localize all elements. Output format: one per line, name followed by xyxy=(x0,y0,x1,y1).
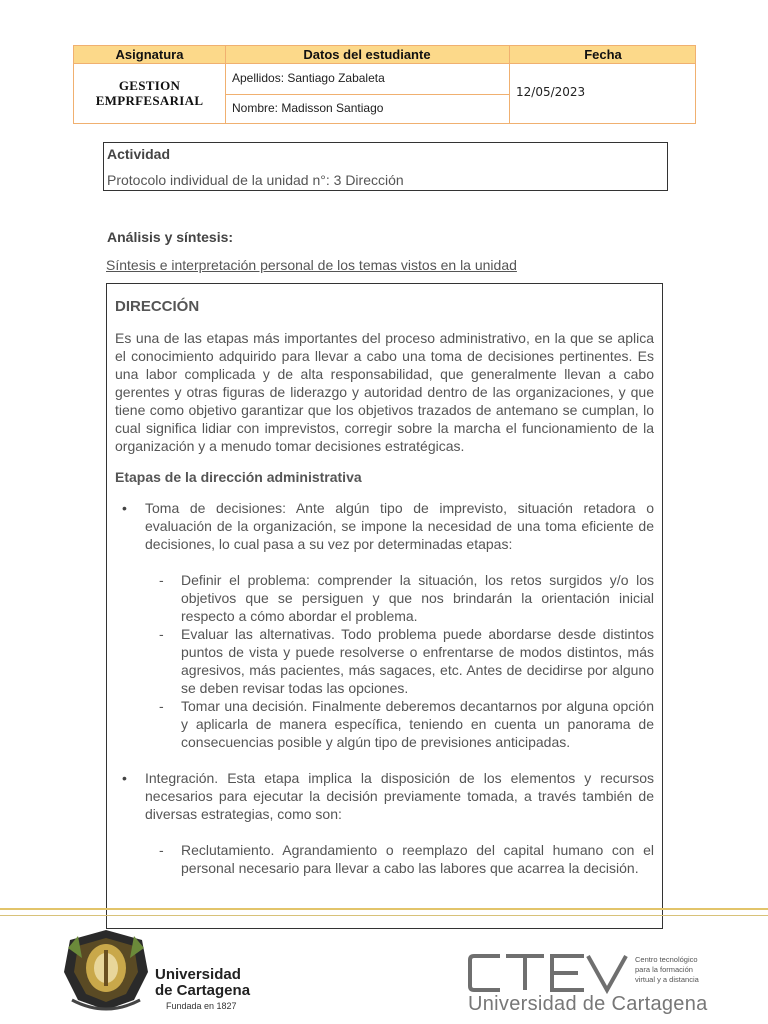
list-item xyxy=(115,499,654,553)
ctev-tagline-line-2: para la formación xyxy=(635,965,693,974)
ctev-university-name: Universidad de Cartagena xyxy=(468,993,708,1015)
bullet-icon: • xyxy=(122,500,127,516)
analysis-title: Análisis y síntesis: xyxy=(107,229,234,245)
student-surname: Apellidos: Santiago Zabaleta xyxy=(232,71,385,85)
dash-icon: - xyxy=(159,572,164,588)
university-name xyxy=(155,967,250,999)
footer-rule xyxy=(0,908,768,910)
sub-item-text: Reclutamiento. Agrandamiento o reemplazo del capital humano con el personal necesario para llevar a cabo las labores que acarrea la decisión. xyxy=(181,842,654,876)
intro-paragraph: Es una de las etapas más importantes del proceso administrativo, en la que se aplica el conocimiento adquirido para llevar a cabo una toma de decisiones pertinentes. Es una labor complicada y de alta responsabilidad, que generalmente llevan a cabo gerentes y otras figuras de liderazgo y autoridad dentro de las organizaciones, y que tiene como objetivo garantizar que los objetivos trazados de antemano se cumplan, lo cual significa lidiar con imprevistos, corregir sobre la marcha el funcionamiento de la organización y a menudo tomar decisiones estratégicas. xyxy=(115,330,654,454)
ctev-tagline-line-1: Centro tecnológico xyxy=(635,955,698,964)
dash-icon: - xyxy=(159,842,164,858)
founded-text: Fundada en 1827 xyxy=(166,1001,237,1011)
subject-cell xyxy=(74,64,225,124)
ctev-tagline xyxy=(635,955,699,985)
list-item xyxy=(115,697,654,751)
col-student-header: Datos del estudiante xyxy=(303,47,431,62)
ctev-tagline-line-3: virtual y a distancia xyxy=(635,975,699,984)
university-name-line-1: Universidad xyxy=(155,966,241,983)
list-item xyxy=(115,625,654,697)
table-divider xyxy=(509,46,510,123)
col-subject-header: Asignatura xyxy=(115,47,184,62)
subject-line-1: GESTION xyxy=(118,78,181,93)
bullet-text: Toma de decisiones: Ante algún tipo de imprevisto, situación retadora o evaluación de la organización, se impone la necesidad de una toma eficiente de decisiones, lo cual pasa a su vez por determinadas etapas: xyxy=(145,500,654,552)
info-table xyxy=(73,45,696,124)
dash-icon: - xyxy=(159,698,164,714)
sub-item-text: Evaluar las alternativas. Todo problema puede abordarse desde distintos puntos de vista y puede resolverse o enfrentarse de modos distintos, más agresivos, más pacientes, más sagaces, etc. Antes de decidirse por alguno se deben revisar todas las opciones. xyxy=(181,626,654,696)
date-value: 12/05/2023 xyxy=(516,85,586,99)
subject-line-2: EMPRFESARIAL xyxy=(95,93,204,108)
synthesis-title: Síntesis e interpretación personal de los temas vistos en la unidad xyxy=(106,257,517,273)
bullet-text: Integración. Esta etapa implica la disposición de los elementos y recursos necesarios para ejecutar la decisión previamente tomada, a través también de diversas estrategias, como son: xyxy=(145,770,654,822)
ctev-logo xyxy=(466,950,628,996)
dash-icon: - xyxy=(159,626,164,642)
activity-title: Actividad xyxy=(107,146,171,162)
university-name-line-2: de Cartagena xyxy=(155,982,251,999)
footer-rule xyxy=(0,915,768,916)
col-date-header: Fecha xyxy=(584,47,622,62)
activity-description: Protocolo individual de la unidad n°: 3 Dirección xyxy=(107,172,404,188)
content-box xyxy=(106,283,663,929)
list-item xyxy=(115,571,654,625)
list-item xyxy=(115,769,654,823)
university-crest-logo xyxy=(58,928,154,1012)
student-name: Nombre: Madisson Santiago xyxy=(232,101,384,115)
sub-item-text: Tomar una decisión. Finalmente deberemos decantarnos por alguna opción y aplicarla de manera específica, teniendo en cuenta un panorama de consecuencias posible y algún tipo de previsiones anticipadas. xyxy=(181,698,654,750)
stages-heading: Etapas de la dirección administrativa xyxy=(115,469,362,485)
activity-box xyxy=(103,142,668,191)
list-item xyxy=(115,841,654,877)
table-divider xyxy=(225,46,226,123)
content-heading: DIRECCIÓN xyxy=(115,298,200,315)
sub-item-text: Definir el problema: comprender la situación, los retos surgidos y/o los objetivos que se persiguen y que nos brindarán la orientación inicial respecto a cómo abordar el problema. xyxy=(181,572,654,624)
bullet-icon: • xyxy=(122,770,127,786)
student-row-divider xyxy=(225,94,509,95)
